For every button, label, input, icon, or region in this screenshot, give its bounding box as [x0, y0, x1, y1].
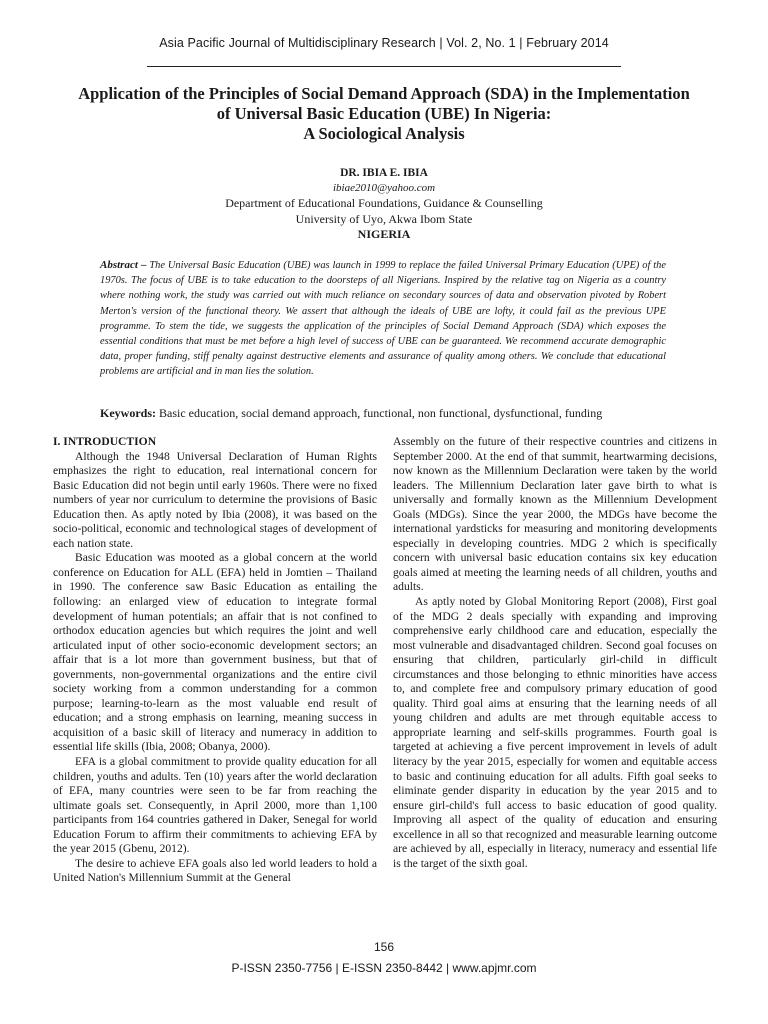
abstract	[100, 258, 666, 380]
body-paragraph: Although the 1948 Universal Declaration of Human Rights emphasizes the right to education, real international concern for Basic Education did not begin until early 1960s. There were no fixed numbers of year nor curriculum to determine the provisions of Basic Education then. As aptly noted by Ibia (2008), it was based on the socio-political, economic and technological stages of development of each nation state.	[53, 449, 377, 550]
body-paragraph: Assembly on the future of their respective countries and citizens in September 2000. At the end of that summit, heartwarming decisions, now known as the Millennium Declaration were taken by the world leaders. The Millennium Declaration later gave birth to what is universally and formally known as the Millennium Development Goals (MDGs). Since the year 2000, the MDGs have become the international yardsticks for measuring and monitoring developments especially in developing countries. MDG 2 which is specifically concern with universal basic education contains six key education goals aimed at meeting the learning needs of all children, youths and adults.	[393, 435, 717, 594]
title-line-2: of Universal Basic Education (UBE) In Nigeria:	[216, 104, 552, 123]
section-heading-introduction: I. INTRODUCTION	[53, 435, 157, 448]
right-column	[393, 435, 717, 871]
author-block	[0, 166, 768, 242]
author-email[interactable]: ibiae2010@yahoo.com	[332, 182, 436, 195]
abstract-label: Abstract –	[100, 259, 147, 271]
title-line-3: A Sociological Analysis	[303, 124, 465, 143]
body-paragraph: The desire to achieve EFA goals also led world leaders to hold a United Nation's Millennium Summit at the General	[53, 856, 377, 885]
article-title	[40, 84, 728, 144]
keywords-text: Basic education, social demand approach, functional, non functional, dysfunctional, funding	[159, 406, 603, 420]
keywords-label: Keywords:	[100, 406, 156, 420]
page-number: 156	[373, 940, 395, 954]
title-line-1: Application of the Principles of Social Demand Approach (SDA) in the Implementation	[78, 84, 690, 103]
left-column	[53, 435, 377, 886]
author-department: Department of Educational Foundations, Guidance & Counselling	[225, 196, 543, 211]
body-paragraph: EFA is a global commitment to provide quality education for all children, youths and adults. Ten (10) years after the world declaration of EFA, many countries were seen to be far from reaching the ultimate goals set. Consequently, in April 2000, more than 1,100 participants from 164 countries gathered in Daker, Senegal for world Education Forum to affirm their commitments to achieving EFA by the year 2015 (Gbenu, 2012).	[53, 755, 377, 856]
author-university: University of Uyo, Akwa Ibom State	[295, 211, 473, 226]
header-rule	[147, 66, 621, 67]
abstract-text: The Universal Basic Education (UBE) was launch in 1999 to replace the failed Universal Primary Education (UPE) of the 1970s. The focus of UBE is to take education to the doorsteps of all Nigerians. Inspired by the relative tag on Nigeria as a country where nothing work, the study was carried out with much reliance on secondary sources of data and observation pivoted by Robert Merton's version of the functional theory. We assert that although the ideals of UBE are lofty, it could fail as the previous UPE programme. To stem the tide, we suggests the application of the principles of Social Demand Approach (SDA) which exposes the essential conditions that must be met before a high level of success of UBE can be guaranteed. We recommend accurate demographic data, proper funding, stiff penalty against destructive elements and assurance of quality among others. We conclude that educational problems are artificial and in man lies the solution.	[100, 260, 666, 378]
body-paragraph: Basic Education was mooted as a global concern at the world conference on Education for ALL (EFA) held in Jomtien – Thailand in 1990. The conference saw Basic Education as entailing the following: an enlarged view of education to integrate formal development of human potentials; an affair that is not confined to orthodox education agencies but which requires the joint and well articulated input of other socio-economic development sectors; an affair that is a lot more than government business, but that of governments, non-governmental organizations and the entire civil society working from a common understanding for a common purpose; learning-to-learn as the most valuable end result of education; and a strong emphasis on learning, meaning success in acquisition of a basic skill of literacy and numeracy in addition to essential life skills (Ibia, 2008; Obanya, 2000).	[53, 551, 377, 754]
author-name: DR. IBIA E. IBIA	[340, 167, 428, 179]
body-paragraph: As aptly noted by Global Monitoring Report (2008), First goal of the MDG 2 deals specially with expanding and improving comprehensive early childhood care and education, especially the most vulnerable and disadvantaged children. Second goal focuses on ensuring that children, particularly girl-child in difficult circumstances and those belonging to ethnic minorities have access to, and complete free and compulsory primary education of good quality. Third goal aims at ensuring that the learning needs of all young children and adults are met through equitable access to appropriate learning and self-skills programmes. Fourth goal is targeted at achieving a five percent improvement in levels of adult literacy by the year 2015, especially for women and equitable access to basic and continuing education for all adults. Fifth goal seeks to eliminate gender disparity in education by the year 2015 and to ensure girl-child's full access to basic education of good quality. Improving all aspect of the quality of education and ensuring excellence in all so that recognized and measurable learning outcome are achieved by all, especially in literacy, numeracy and essential life is the target of the sixth goal.	[393, 595, 717, 870]
footer-issn: P-ISSN 2350-7756 | E-ISSN 2350-8442 | www.apjmr.com	[231, 961, 537, 975]
author-country: NIGERIA	[357, 226, 411, 241]
keywords	[100, 406, 700, 421]
running-head: Asia Pacific Journal of Multidisciplinary Research | Vol. 2, No. 1 | February 2014	[159, 36, 609, 50]
